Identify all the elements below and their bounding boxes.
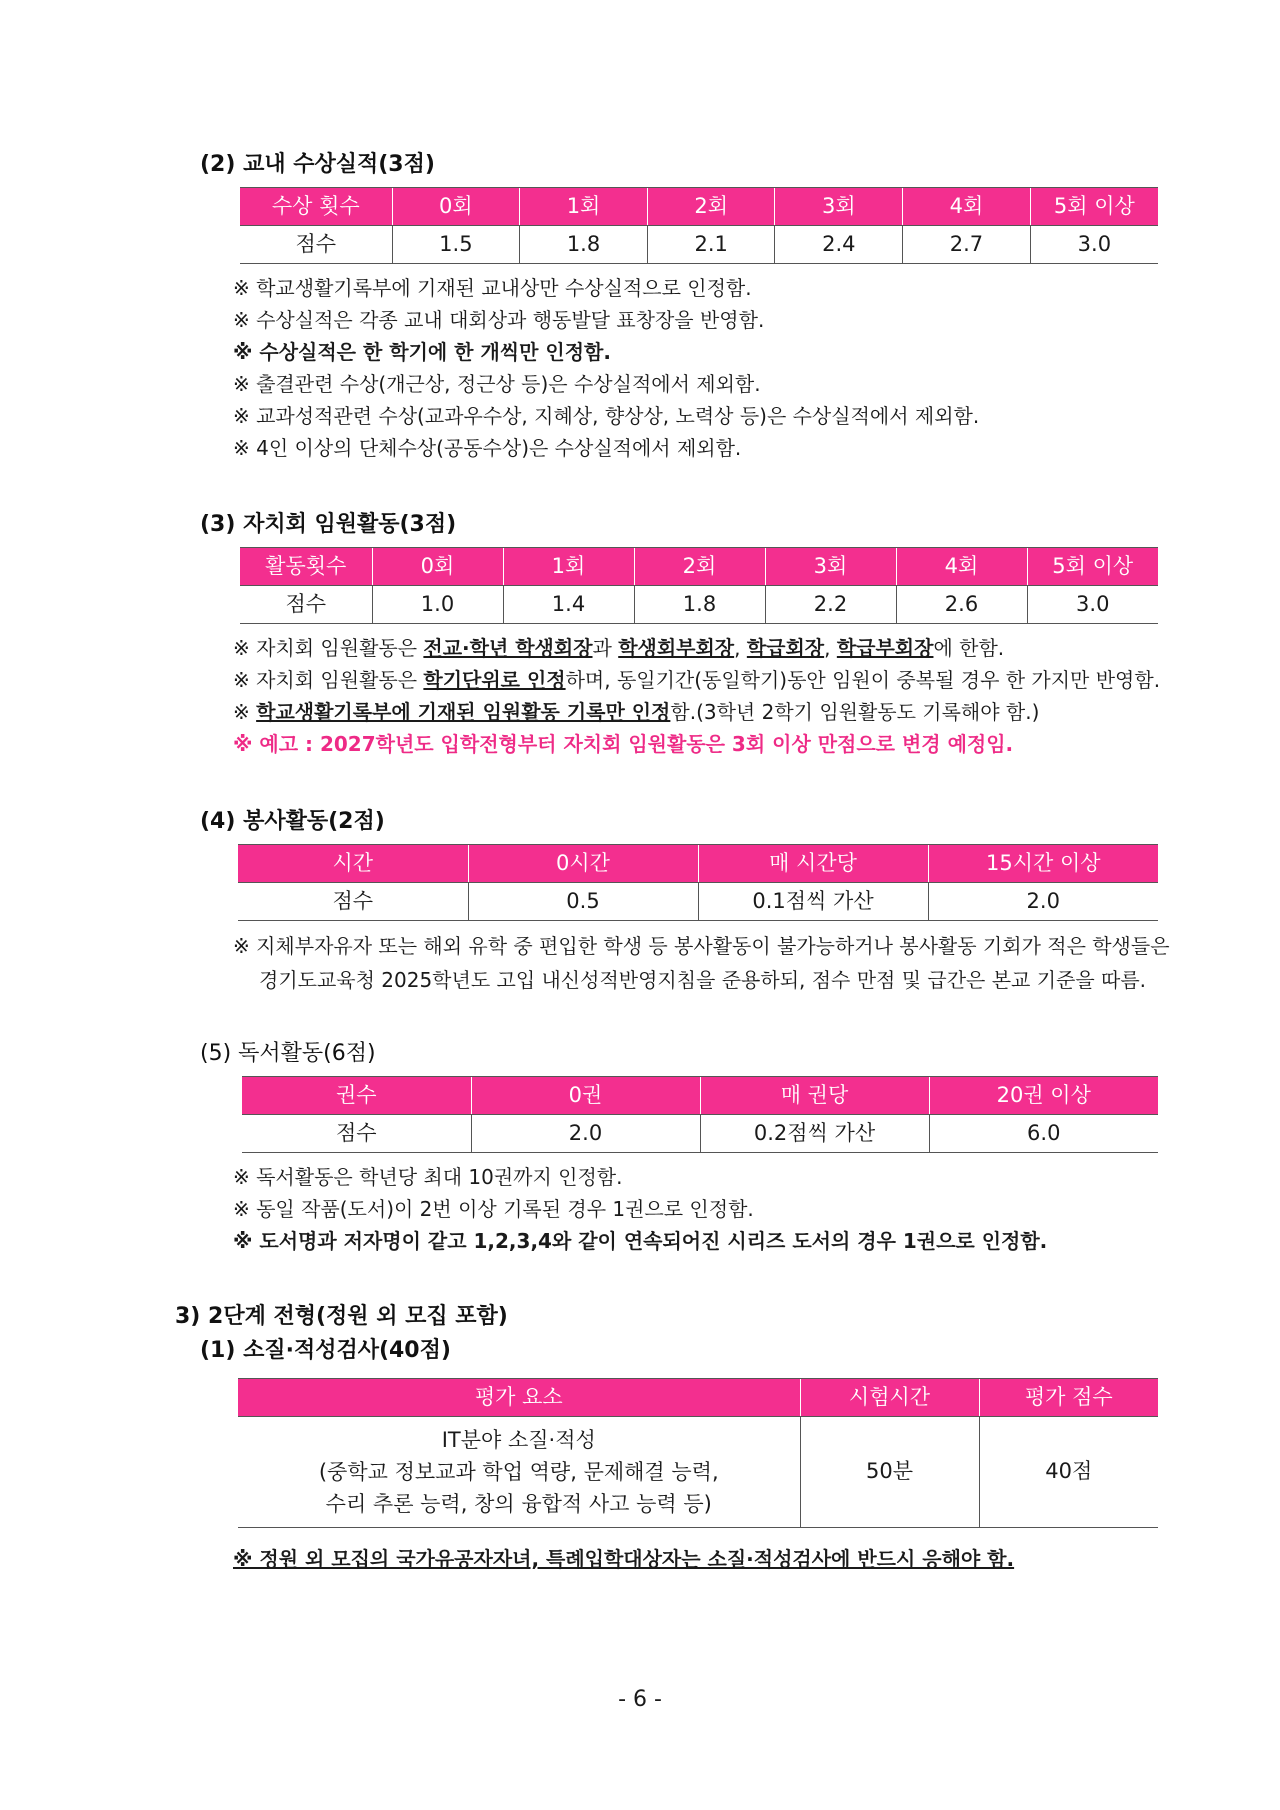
note: ※ 학교생활기록부에 기재된 임원활동 기록만 인정함.(3학년 2학기 임원활동도 기록해야 함.) [233, 700, 1040, 724]
section-student-council [0, 508, 1280, 760]
score-cell: 0.5 [468, 883, 698, 921]
header-cell: 0회 [372, 548, 503, 586]
section-volunteer [0, 805, 1280, 997]
section-heading: (5) 독서활동(6점) [200, 1041, 376, 1066]
header-cell: 3회 [765, 548, 896, 586]
note: ※ 지체부자유자 또는 해외 유학 중 편입한 학생 등 봉사활동이 불가능하거나 봉사활동 기회가 적은 학생들은 경기도교육청 2025학년도 고입 내신성적반영지침을 준용하되, 점수 만점 및 급간은 본교 기준을 따름. [233, 934, 1170, 992]
header-cell: 평가 요소 [238, 1379, 800, 1417]
header-cell: 0시간 [468, 845, 698, 883]
section-awards [0, 148, 1280, 464]
header-cell: 4회 [896, 548, 1027, 586]
header-cell: 시간 [238, 845, 468, 883]
score-cell: 2.0 [471, 1115, 700, 1153]
header-cell: 매 시간당 [698, 845, 928, 883]
volunteer-score-table [238, 844, 1158, 921]
note: ※ 4인 이상의 단체수상(공동수상)은 수상실적에서 제외함. [233, 436, 742, 460]
header-cell: 권수 [242, 1077, 471, 1115]
note: ※ 출결관련 수상(개근상, 정근상 등)은 수상실적에서 제외함. [233, 372, 761, 396]
header-cell: 시험시간 [800, 1379, 979, 1417]
note: ※ 학교생활기록부에 기재된 교내상만 수상실적으로 인정함. [233, 276, 752, 300]
evaluation-element-cell [238, 1417, 800, 1528]
header-cell: 3회 [775, 188, 903, 226]
header-cell: 2회 [647, 188, 775, 226]
header-cell: 매 권당 [700, 1077, 929, 1115]
section-stage2 [0, 1300, 1280, 1528]
test-time-cell: 50분 [800, 1417, 979, 1528]
header-cell: 2회 [634, 548, 765, 586]
section-heading: (2) 교내 수상실적(3점) [200, 152, 435, 177]
header-cell: 4회 [903, 188, 1031, 226]
header-cell: 20권 이상 [929, 1077, 1158, 1115]
score-cell: 0.2점씩 가산 [700, 1115, 929, 1153]
element-line: (중학교 정보교과 학업 역량, 문제해결 능력, [318, 1460, 719, 1484]
awards-score-table [240, 187, 1158, 264]
score-cell: 1.0 [372, 586, 503, 624]
header-cell: 5회 이상 [1027, 548, 1158, 586]
header-cell: 1회 [503, 548, 634, 586]
note: ※ 도서명과 저자명이 같고 1,2,3,4와 같이 연속되어진 시리즈 도서의 경우 1권으로 인정함. [233, 1229, 1048, 1253]
score-cell: 1.4 [503, 586, 634, 624]
section-heading: (4) 봉사활동(2점) [200, 809, 385, 834]
notice-note: ※ 예고 : 2027학년도 입학전형부터 자치회 임원활동은 3회 이상 만점으로 변경 예정임. [233, 732, 1014, 756]
header-cell: 1회 [520, 188, 648, 226]
stage2-note: ※ 정원 외 모집의 국가유공자자녀, 특례입학대상자는 소질·적성검사에 반드시 응해야 함. [233, 1547, 1015, 1571]
score-cell: 점수 [295, 231, 337, 256]
note: ※ 동일 작품(도서)이 2번 이상 기록된 경우 1권으로 인정함. [233, 1197, 754, 1221]
score-cell: 점수 [285, 591, 327, 616]
awards-notes [0, 272, 1280, 464]
element-line: 수리 추론 능력, 창의 융합적 사고 능력 등) [325, 1492, 712, 1516]
note: ※ 자치회 임원활동은 전교·학년 학생회장과 학생회부회장, 학급회장, 학급부회장에 한함. [233, 636, 1005, 660]
score-cell: 2.4 [775, 226, 903, 264]
score-cell: 1.8 [520, 226, 648, 264]
score-cell: 2.0 [928, 883, 1158, 921]
score-cell: 2.2 [765, 586, 896, 624]
score-cell: 2.6 [896, 586, 1027, 624]
page-number: - 6 - [618, 1687, 662, 1712]
header-cell: 5회 이상 [1030, 188, 1158, 226]
council-score-table [240, 547, 1158, 624]
reading-notes [0, 1161, 1280, 1257]
score-cell: 점수 [335, 1120, 377, 1145]
header-cell: 활동횟수 [240, 548, 372, 586]
header-cell: 0권 [471, 1077, 700, 1115]
header-cell: 평가 점수 [979, 1379, 1158, 1417]
header-cell: 15시간 이상 [928, 845, 1158, 883]
test-score-cell: 40점 [979, 1417, 1158, 1528]
subsection-heading: (1) 소질·적성검사(40점) [200, 1338, 451, 1363]
score-cell: 3.0 [1030, 226, 1158, 264]
stage-heading: 3) 2단계 전형(정원 외 모집 포함) [175, 1304, 508, 1329]
score-cell: 3.0 [1027, 586, 1158, 624]
note: ※ 수상실적은 각종 교내 대회상과 행동발달 표창장을 반영함. [233, 308, 765, 332]
section-heading: (3) 자치회 임원활동(3점) [200, 512, 457, 537]
score-cell: 점수 [332, 888, 374, 913]
header-cell: 0회 [392, 188, 520, 226]
note: ※ 자치회 임원활동은 학기단위로 인정하며, 동일기간(동일학기)동안 임원이 중복될 경우 한 가지만 반영함. [233, 668, 1161, 692]
aptitude-test-table [238, 1378, 1158, 1528]
score-cell: 1.5 [392, 226, 520, 264]
score-cell: 2.1 [647, 226, 775, 264]
section-reading [0, 1037, 1280, 1257]
header-cell: 수상 횟수 [240, 188, 392, 226]
score-cell: 2.7 [903, 226, 1031, 264]
score-cell: 6.0 [929, 1115, 1158, 1153]
volunteer-notes [0, 929, 1280, 997]
council-notes [0, 632, 1280, 760]
reading-score-table [242, 1076, 1158, 1153]
note: ※ 수상실적은 한 학기에 한 개씩만 인정함. [233, 340, 611, 364]
score-cell: 1.8 [634, 586, 765, 624]
element-line: IT분야 소질·적성 [441, 1428, 596, 1452]
note: ※ 독서활동은 학년당 최대 10권까지 인정함. [233, 1165, 623, 1189]
score-cell: 0.1점씩 가산 [698, 883, 928, 921]
note: ※ 교과성적관련 수상(교과우수상, 지혜상, 향상상, 노력상 등)은 수상실적에서 제외함. [233, 404, 980, 428]
